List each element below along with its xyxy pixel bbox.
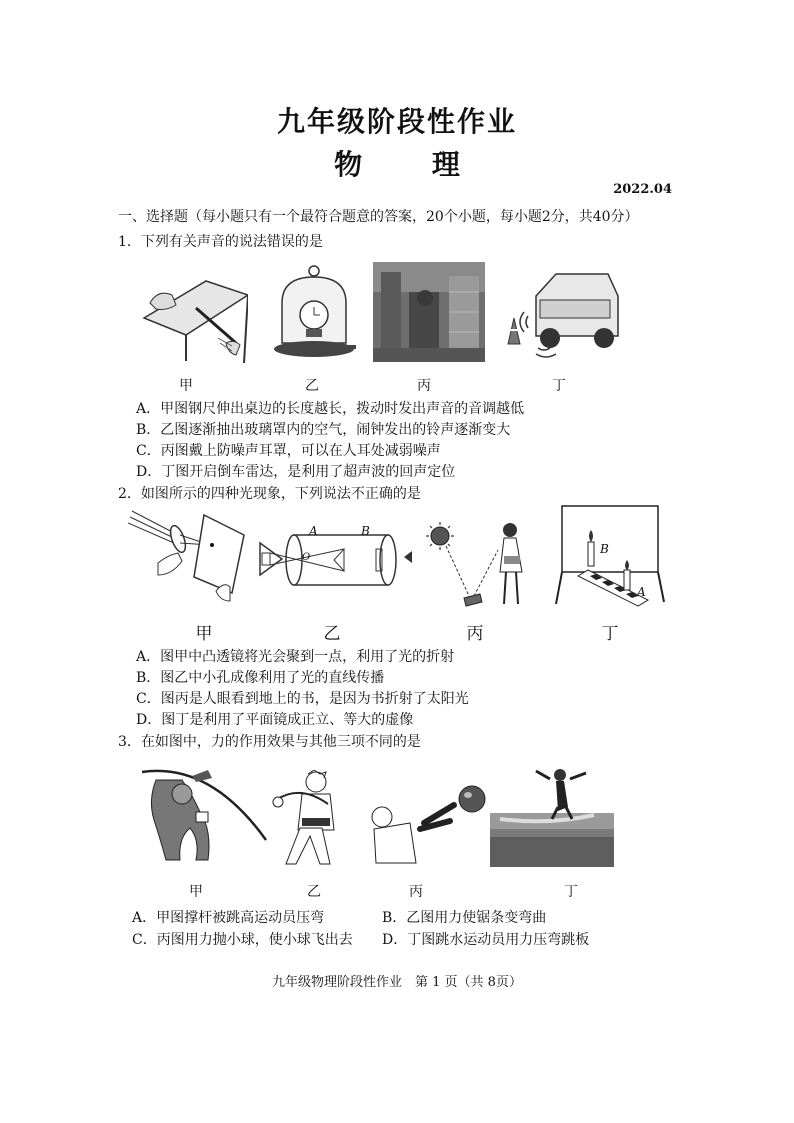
q3-figure-throw-ball: [360, 783, 490, 867]
q1-figure-ruler: [136, 263, 248, 363]
q1-option-a[interactable]: A．甲图钢尺伸出桌边的长度越长，拨动时发出声音的音调越低: [136, 401, 525, 417]
q3-option-b[interactable]: B．乙图用力使锯条变弯曲: [382, 910, 547, 926]
q1-caption-2: 乙: [305, 378, 319, 394]
q3-caption-2: 乙: [307, 884, 321, 900]
q2-label-a: A: [309, 524, 318, 538]
q2-caption-4: 丁: [601, 624, 619, 644]
q3-figure-diving-board: [490, 767, 614, 867]
subject-title: 物 理: [334, 148, 490, 181]
question-3-stem: 3．在如图中，力的作用效果与其他三项不同的是: [118, 734, 421, 750]
q1-figure-factory-photo: [373, 262, 485, 362]
q2-label-fig4-b: B: [600, 542, 609, 556]
q3-caption-3: 丙: [409, 884, 423, 900]
q1-option-b[interactable]: B．乙图逐渐抽出玻璃罩内的空气，闹钟发出的铃声逐渐变大: [136, 422, 511, 438]
q3-option-a[interactable]: A．甲图撑杆被跳高运动员压弯: [132, 910, 325, 926]
q2-option-b[interactable]: B．图乙中小孔成像利用了光的直线传播: [136, 670, 385, 686]
q2-option-a[interactable]: A．图甲中凸透镜将光会聚到一点，利用了光的折射: [136, 649, 455, 665]
q2-option-c[interactable]: C．图丙是人眼看到地上的书，是因为书折射了太阳光: [136, 691, 469, 707]
q3-option-c[interactable]: C．丙图用力抛小球，使小球飞出去: [132, 932, 353, 948]
q3-figure-pole-vault: [140, 764, 270, 868]
q2-figure-plane-mirror: [548, 504, 668, 612]
q2-caption-1: 甲: [195, 624, 213, 644]
q2-caption-2: 乙: [323, 624, 341, 644]
q2-figure-sun-eye-book: [424, 520, 544, 614]
q3-option-d[interactable]: D．丁图跳水运动员用力压弯跳板: [382, 932, 590, 948]
question-1-stem: 1．下列有关声音的说法错误的是: [118, 234, 323, 250]
q2-label-b: B: [361, 524, 370, 538]
page-title: 九年级阶段性作业: [276, 105, 517, 138]
q1-caption-4: 丁: [552, 378, 566, 394]
q3-caption-1: 甲: [189, 884, 203, 900]
q1-option-c[interactable]: C．丙图戴上防噪声耳罩，可以在人耳处减弱噪声: [136, 443, 441, 459]
date-label: 2022.04: [613, 182, 672, 197]
question-2-stem: 2．如图所示的四种光现象，下列说法不正确的是: [118, 486, 421, 502]
q1-figure-car-radar: [500, 266, 620, 358]
q2-figure-convex-lens: [128, 505, 246, 607]
q2-option-d[interactable]: D．图丁是利用了平面镜成正立、等大的虚像: [136, 712, 414, 728]
section-heading: 一、选择题（每小题只有一个最符合题意的答案，20个小题，每小题2分，共40分）: [118, 209, 639, 225]
q2-label-o: O: [302, 552, 311, 563]
q3-figure-saw-blade: [270, 770, 350, 868]
q3-caption-4: 丁: [564, 884, 578, 900]
q1-caption-3: 丙: [417, 378, 431, 394]
q1-figure-bell-jar: [272, 263, 356, 363]
q2-figure-pinhole-camera: [258, 527, 418, 595]
q2-label-fig4-a: A: [637, 585, 646, 599]
q2-caption-3: 丙: [466, 624, 484, 644]
page-footer: 九年级物理阶段性作业 第 1 页（共 8页）: [272, 975, 522, 990]
q1-option-d[interactable]: D．丁图开启倒车雷达，是利用了超声波的回声定位: [136, 464, 456, 480]
q1-caption-1: 甲: [179, 378, 193, 394]
